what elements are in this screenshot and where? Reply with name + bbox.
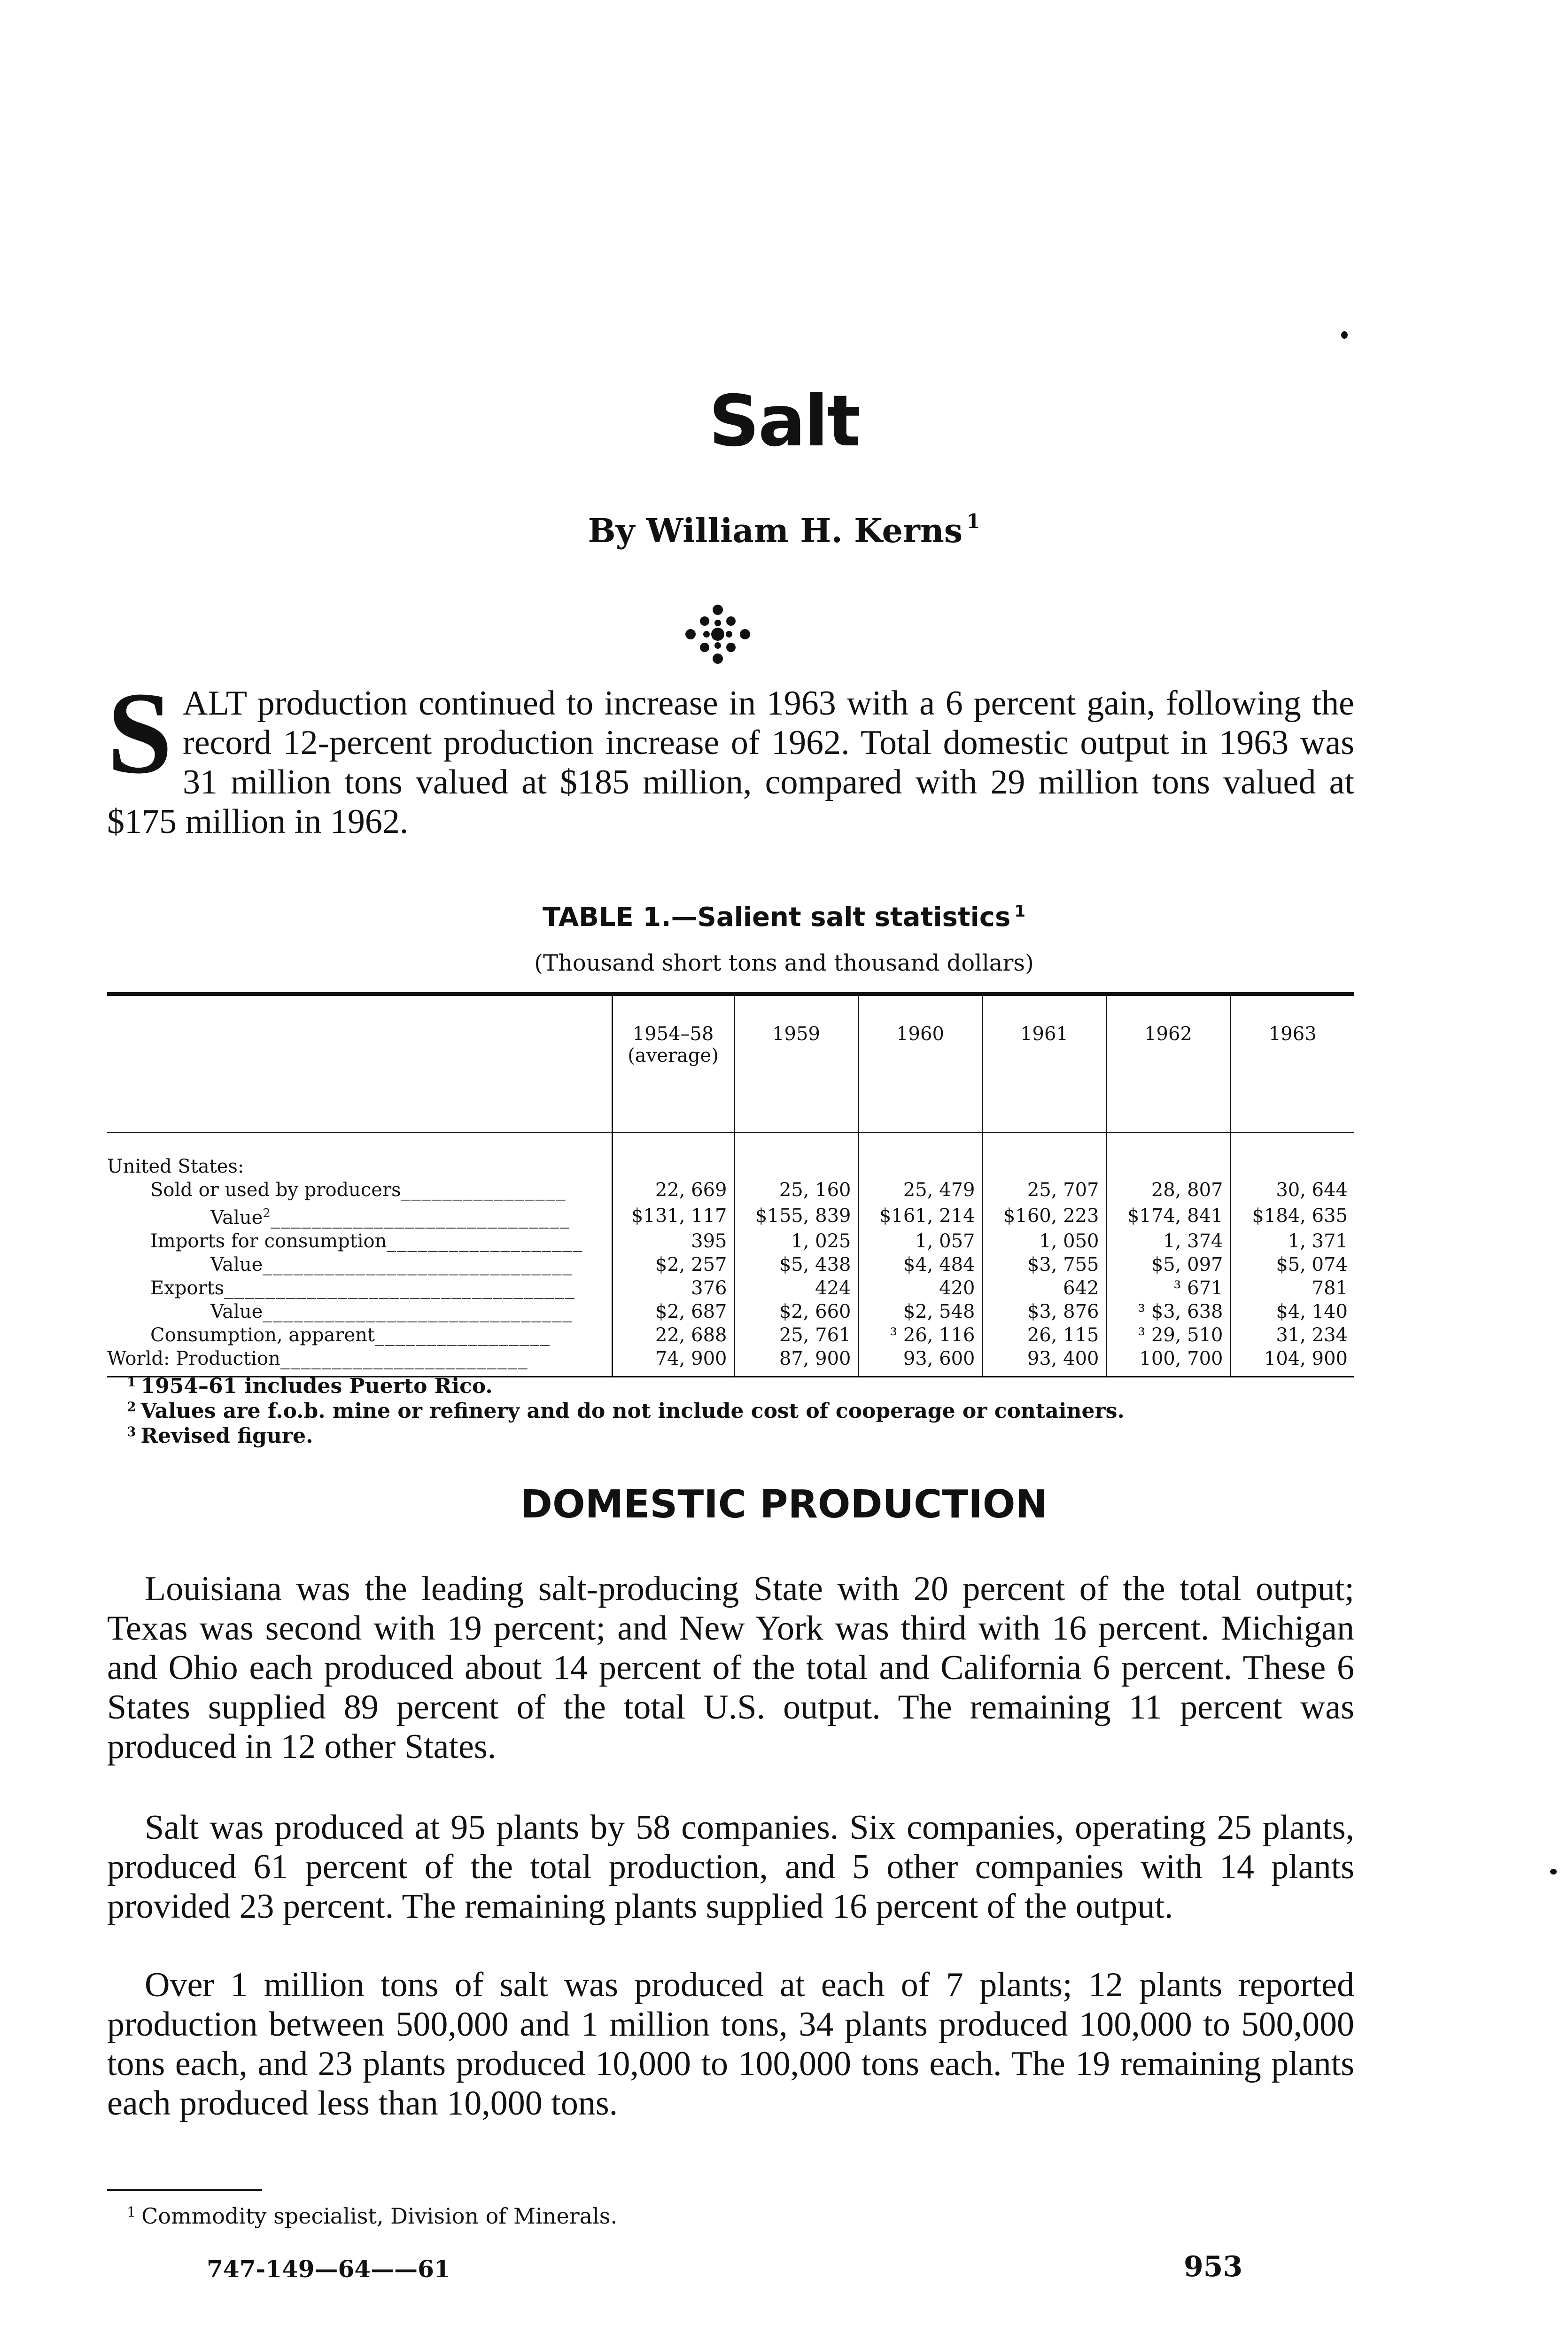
table-cell — [734, 1133, 858, 1179]
table-cell: 30, 644 — [1230, 1178, 1354, 1202]
row-label — [107, 1133, 612, 1179]
table-cell: 74, 900 — [612, 1347, 734, 1377]
body-paragraph: Louisiana was the leading salt-producing State with 20 percent of the total output; Texas was second with 19 percent; and New York was third with 16 percent. Michigan and Ohio each produced about 14 percent of the total and California 6 percent. These 6 States supplied 89 percent of the total U.S. output. The remaining 11 percent was produced in 12 other States. — [107, 1570, 1354, 1766]
body-paragraph: Salt was produced at 95 plants by 58 companies. Six companies, operating 25 plants, produced 61 percent of the total production, and 5 other companies with 14 plants provided 23 percent. The remaining plants supplied 16 percent of the output. — [107, 1808, 1354, 1926]
table-row — [107, 1300, 1354, 1323]
table-cell: 22, 688 — [612, 1323, 734, 1347]
table-cell: 1, 025 — [734, 1229, 858, 1253]
table-cell: 25, 160 — [734, 1178, 858, 1202]
table-cell: 1, 371 — [1230, 1229, 1354, 1253]
table-cell: 31, 234 — [1230, 1323, 1354, 1347]
section-heading: DOMESTIC PRODUCTION — [520, 1482, 1048, 1527]
table-footnote — [127, 1374, 493, 1398]
table-cell — [612, 1133, 734, 1179]
table-cell — [858, 1133, 982, 1179]
leader-dots: ______________________________ — [263, 1301, 573, 1323]
leader-dots: ________________________ — [280, 1348, 528, 1370]
intro-paragraph — [107, 668, 1354, 841]
column-header: 1960 — [858, 994, 982, 1133]
table-cell: $4, 484 — [858, 1253, 982, 1276]
row-label-text: Consumption, apparent — [150, 1324, 375, 1346]
table-title-note: 1 — [1014, 902, 1026, 921]
table-cell: 87, 900 — [734, 1347, 858, 1377]
row-label — [107, 1276, 612, 1300]
row-label-text: Value — [210, 1301, 263, 1323]
leader-dots: _________________ — [374, 1324, 551, 1346]
table-cell: $2, 687 — [612, 1300, 734, 1323]
table-title — [0, 902, 1568, 933]
body-paragraph: Over 1 million tons of salt was produced at each of 7 plants; 12 plants reported production between 500,000 and 1 million tons, 34 plants produced 100,000 to 500,000 tons each, and 23 plants produced 10,000 to 100,000 tons each. The 19 remaining plants each produced less than 10,000 tons. — [107, 1966, 1354, 2123]
row-footnote-mark: 2 — [263, 1206, 271, 1221]
page-footnote — [127, 2203, 617, 2229]
row-label — [107, 1347, 612, 1377]
column-header: 1961 — [982, 994, 1106, 1133]
author-footnote-mark: 1 — [966, 510, 980, 533]
table-row — [107, 1253, 1354, 1276]
print-speck — [1341, 331, 1348, 339]
table-cell: $155, 839 — [734, 1202, 858, 1229]
table-cell: $160, 223 — [982, 1202, 1106, 1229]
row-label-text: Exports — [150, 1277, 225, 1299]
table-cell — [1106, 1133, 1230, 1179]
table-cell: ³ 29, 510 — [1106, 1323, 1230, 1347]
leader-dots: __________________________________ — [224, 1277, 576, 1299]
table-cell: 104, 900 — [1230, 1347, 1354, 1377]
page-number: 953 — [1184, 2250, 1243, 2283]
table-row — [107, 1178, 1354, 1202]
table-cell: $5, 097 — [1106, 1253, 1230, 1276]
footnote-text: Values are f.o.b. mine or refinery and do not include cost of cooperage or containers. — [140, 1399, 1125, 1423]
column-header: 1954–58 (average) — [612, 994, 734, 1133]
leader-dots: ___________________ — [387, 1230, 583, 1252]
table-cell: ³ $3, 638 — [1106, 1300, 1230, 1323]
table-cell: 781 — [1230, 1276, 1354, 1300]
row-label-text: Imports for consumption — [150, 1230, 387, 1252]
table-cell: $174, 841 — [1106, 1202, 1230, 1229]
footnote-mark: 3 — [127, 1424, 136, 1439]
table-cell: 376 — [612, 1276, 734, 1300]
footnote-text: 1954–61 includes Puerto Rico. — [140, 1374, 493, 1398]
table-cell: $161, 214 — [858, 1202, 982, 1229]
footnote-text: Commodity specialist, Division of Minerals. — [141, 2203, 618, 2229]
row-label-text: United States: — [107, 1156, 244, 1177]
row-label-text: Value — [210, 1207, 263, 1229]
table-cell: $184, 635 — [1230, 1202, 1354, 1229]
row-label — [107, 1300, 612, 1323]
table-row — [107, 1276, 1354, 1300]
table-cell: $4, 140 — [1230, 1300, 1354, 1323]
table-cell: 100, 700 — [1106, 1347, 1230, 1377]
footnote-mark: 1 — [127, 2204, 136, 2221]
table-cell — [1230, 1133, 1354, 1179]
author-byline — [0, 510, 1568, 550]
table-cell: 424 — [734, 1276, 858, 1300]
table-cell: 93, 400 — [982, 1347, 1106, 1377]
row-label — [107, 1323, 612, 1347]
row-label-text: Sold or used by producers — [150, 1179, 401, 1201]
drop-cap: S — [107, 668, 173, 798]
table-footnote — [127, 1424, 313, 1448]
table-cell: 25, 707 — [982, 1178, 1106, 1202]
article-title: Salt — [708, 381, 860, 462]
salient-statistics-table — [107, 992, 1354, 1377]
table-cell: 1, 374 — [1106, 1229, 1230, 1253]
table-row — [107, 1347, 1354, 1377]
table-title-text: TABLE 1.—Salient salt statistics — [542, 902, 1011, 933]
intro-text: ALT production continued to increase in 1963 with a 6 percent gain, following the record 12-percent production increase of 1962. Total domestic output in 1963 was 31 million tons valued at $185 million, compared with 29 million tons valued at $175 million in 1962. — [107, 684, 1354, 841]
row-label-text: Value — [210, 1254, 263, 1276]
table-cell: $2, 257 — [612, 1253, 734, 1276]
table-cell: $5, 438 — [734, 1253, 858, 1276]
footnote-mark: 2 — [127, 1399, 136, 1415]
table-row — [107, 1133, 1354, 1179]
column-header: 1963 — [1230, 994, 1354, 1133]
print-code: 747-149—64——61 — [207, 2255, 450, 2283]
ornament-icon — [680, 601, 755, 667]
table-row — [107, 1323, 1354, 1347]
table-cell: ³ 671 — [1106, 1276, 1230, 1300]
table-cell: 93, 600 — [858, 1347, 982, 1377]
table-cell: 28, 807 — [1106, 1178, 1230, 1202]
table-cell: $2, 660 — [734, 1300, 858, 1323]
row-label-text: World: Production — [107, 1348, 280, 1370]
footnote-rule — [107, 2189, 262, 2191]
table-cell: $3, 876 — [982, 1300, 1106, 1323]
column-header: 1959 — [734, 994, 858, 1133]
footnote-text: Revised figure. — [140, 1424, 313, 1448]
table-cell: 26, 115 — [982, 1323, 1106, 1347]
table-cell: 420 — [858, 1276, 982, 1300]
table-row — [107, 1229, 1354, 1253]
footnote-mark: 1 — [127, 1374, 136, 1390]
table-subtitle: (Thousand short tons and thousand dollars) — [534, 950, 1034, 976]
table-cell: 25, 479 — [858, 1178, 982, 1202]
table-cell: ³ 26, 116 — [858, 1323, 982, 1347]
row-label — [107, 1202, 612, 1229]
author-name: By William H. Kerns — [588, 511, 963, 550]
table-cell — [982, 1133, 1106, 1179]
table-cell: 642 — [982, 1276, 1106, 1300]
table-cell: 395 — [612, 1229, 734, 1253]
table-header-row — [107, 994, 1354, 1133]
leader-dots: _____________________________ — [270, 1207, 570, 1229]
table-cell: 25, 761 — [734, 1323, 858, 1347]
table-cell: $2, 548 — [858, 1300, 982, 1323]
print-speck — [1550, 1869, 1557, 1875]
row-label — [107, 1178, 612, 1202]
table-cell: 1, 057 — [858, 1229, 982, 1253]
table-cell: $5, 074 — [1230, 1253, 1354, 1276]
leader-dots: ________________ — [401, 1179, 567, 1201]
header-blank — [107, 994, 612, 1133]
table-cell: 22, 669 — [612, 1178, 734, 1202]
table-cell: $131, 117 — [612, 1202, 734, 1229]
table-cell: 1, 050 — [982, 1229, 1106, 1253]
table-row — [107, 1202, 1354, 1229]
table-cell: $3, 755 — [982, 1253, 1106, 1276]
leader-dots: ______________________________ — [263, 1254, 573, 1276]
table-footnote — [127, 1399, 1125, 1423]
column-header: 1962 — [1106, 994, 1230, 1133]
row-label — [107, 1253, 612, 1276]
row-label — [107, 1229, 612, 1253]
